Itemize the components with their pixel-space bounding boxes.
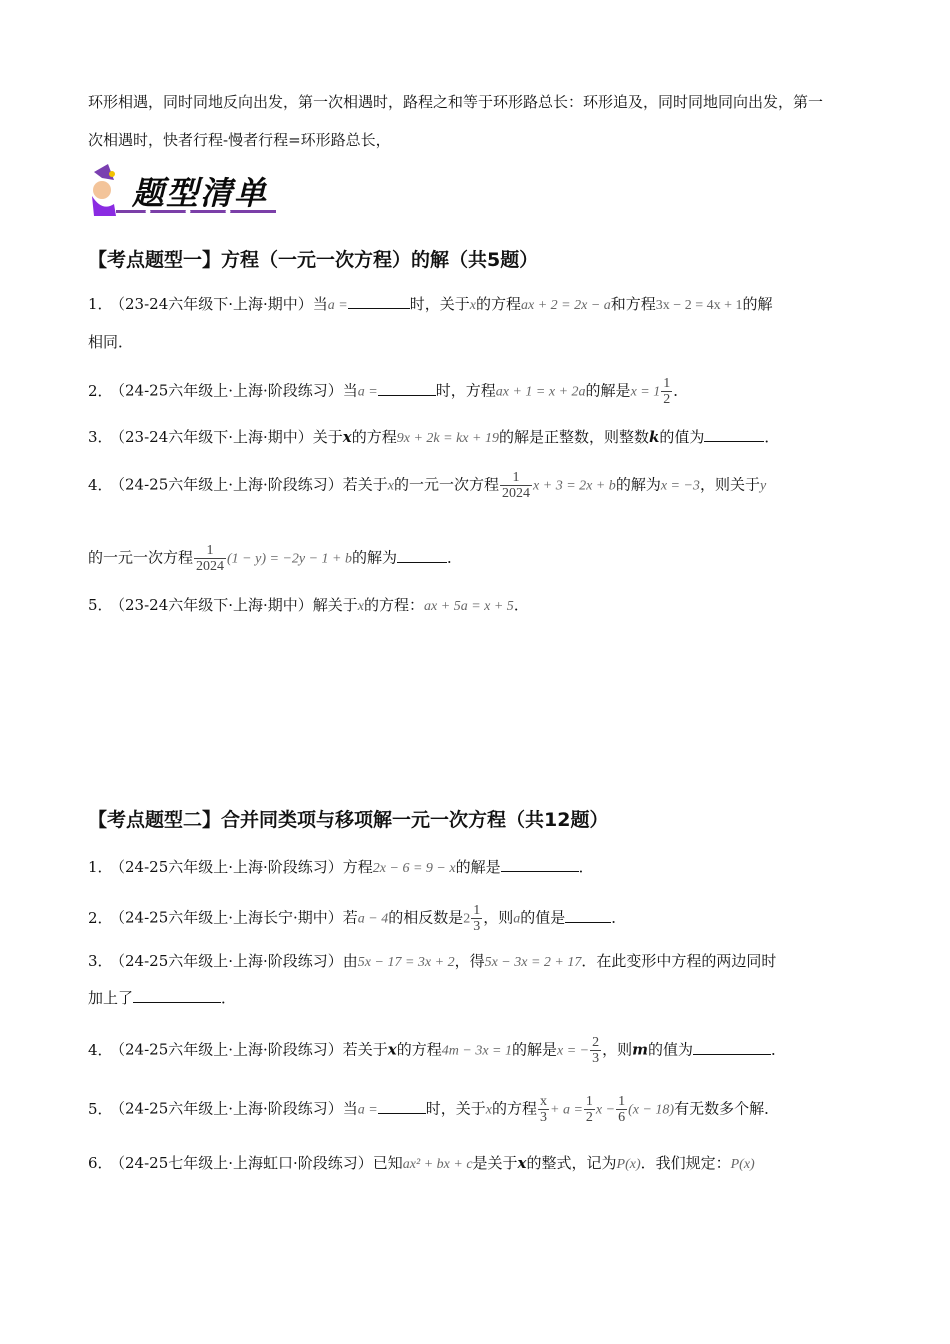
fraction: $\frac{1}{2024}$ bbox=[502, 470, 531, 501]
fraction: $\frac{1}{2}$ bbox=[585, 1094, 593, 1125]
banner-title: 题型清单 bbox=[132, 174, 269, 212]
fraction: $\frac{x}{3}$ bbox=[540, 1094, 547, 1125]
fraction: $\frac{1}{2}$ bbox=[663, 376, 671, 407]
intro-line-1: 环形相遇，同时同地反向出发，第一次相遇时，路程之和等于环形路总长：环形追及，同时同地同向出发，第一 bbox=[88, 93, 824, 111]
answer-blank[interactable] bbox=[348, 294, 410, 309]
s2-question-2: 2．（24-25六年级上·上海长宁·期中）若a − 4的相反数是2 $\frac{1}{3}$ ，则a的值是 ． bbox=[88, 903, 627, 934]
fraction: $\frac{1}{2024}$ bbox=[196, 543, 225, 574]
s2-question-6: 6．（24-25七年级上·上海虹口·阶段练习）已知ax² + bx + c是关于x的整式，记为P(x)．我们规定：P(x) bbox=[88, 1154, 755, 1172]
answer-blank[interactable] bbox=[501, 857, 579, 872]
answer-blank[interactable] bbox=[693, 1040, 771, 1055]
s1-question-1-line-2: 相同． bbox=[88, 333, 134, 351]
section-1-heading: 【考点题型一】方程（一元一次方程）的解（共5题） bbox=[88, 249, 539, 271]
fraction: $\frac{1}{3}$ bbox=[473, 903, 481, 934]
s2-question-5: 5．（24-25六年级上·上海·阶段练习）当a = 时，关于x的方程 $\frac{x}{3}$ + a = $\frac{1}{2}$ x − $\frac{1}{6}$ (x − 18)有无数多个解． bbox=[88, 1094, 780, 1125]
section-banner bbox=[88, 160, 283, 220]
s1-question-5: 5．（23-24六年级下·上海·期中）解关于x的方程：ax + 5a = x + 5． bbox=[88, 596, 529, 614]
answer-blank[interactable] bbox=[397, 548, 447, 563]
intro-line-2: 次相遇时，快者行程-慢者行程=环形路总长， bbox=[88, 131, 391, 149]
section-2-heading: 【考点题型二】合并同类项与移项解一元一次方程（共12题） bbox=[88, 809, 609, 831]
fraction: $\frac{1}{6}$ bbox=[618, 1094, 626, 1125]
s1-question-4-line-2: 的一元一次方程 $\frac{1}{2024}$ (1 − y) = −2y − 1 + b的解为 ． bbox=[88, 543, 463, 574]
answer-blank[interactable] bbox=[565, 908, 611, 923]
s1-question-2: 2．（24-25六年级上·上海·阶段练习）当a = 时，方程ax + 1 = x + 2a的解是x = 1 $\frac{1}{2}$ ． bbox=[88, 376, 689, 407]
s1-question-3: 3．（23-24六年级下·上海·期中）关于x的方程9x + 2k = kx + 19的解是正整数，则整数k的值为 ． bbox=[88, 428, 780, 446]
fraction: $\frac{2}{3}$ bbox=[592, 1035, 600, 1066]
answer-blank[interactable] bbox=[378, 1099, 426, 1114]
s2-question-3-line-2: 加上了 ． bbox=[88, 989, 237, 1007]
answer-blank[interactable] bbox=[133, 988, 221, 1003]
answer-blank[interactable] bbox=[378, 381, 436, 396]
answer-blank[interactable] bbox=[704, 427, 764, 442]
s1-question-4: 4．（24-25六年级上·上海·阶段练习）若关于x的一元一次方程 $\frac{1}{2024}$ x + 3 = 2x + b的解为x = −3，则关于y bbox=[88, 470, 767, 501]
s2-question-4: 4．（24-25六年级上·上海·阶段练习）若关于x的方程4m − 3x = 1的解是x = − $\frac{2}{3}$ ，则m的值为 ． bbox=[88, 1035, 787, 1066]
s1-question-1: 1．（23-24六年级下·上海·期中）当a = 时，关于x的方程ax + 2 = 2x − a和方程3x − 2 = 4x + 1的解 bbox=[88, 295, 773, 313]
s2-question-1: 1．（24-25六年级上·上海·阶段练习）方程2x − 6 = 9 − x的解是 ． bbox=[88, 858, 594, 876]
s2-question-3: 3．（24-25六年级上·上海·阶段练习）由5x − 17 = 3x + 2，得5x − 3x = 2 + 17．在此变形中方程的两边同时 bbox=[88, 952, 777, 970]
